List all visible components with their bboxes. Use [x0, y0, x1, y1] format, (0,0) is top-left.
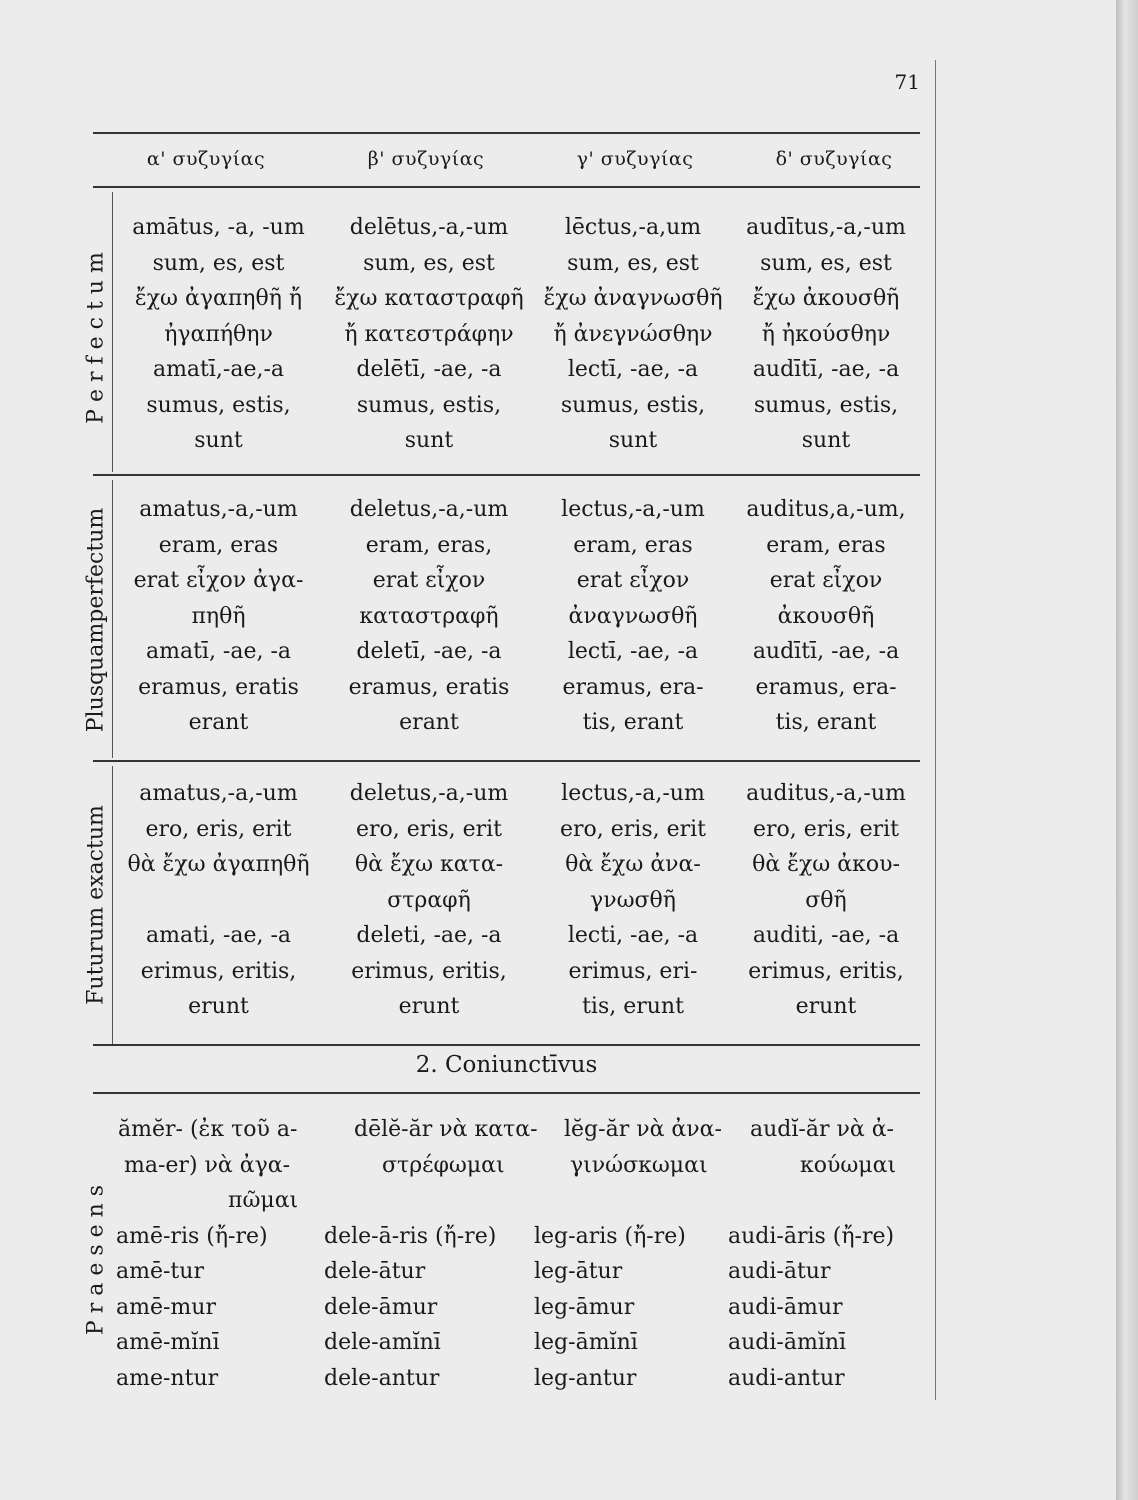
margin-line — [935, 60, 936, 1400]
plusquamperfectum-col3: lectus,-a,-um eram, eras erat εἶχον ἀναγνωσθῆ lectī, -ae, -a eramus, era- tis, erant — [561, 497, 705, 735]
futurum-exactum-col3: lectus,-a,-um ero, eris, erit θὰ ἔχω ἀνα- γνωσθῆ lecti, -ae, -a erimus, eri- tis, erunt — [559, 781, 707, 1019]
perfectum-col2: delētus,-a,-um sum, es, est ἔχω καταστραφῆ ἤ κατεστράφην delētī, -ae, -a sumus, estis, sunt — [334, 215, 524, 453]
futurum-exactum-col4: auditus,-a,-um ero, eris, erit θὰ ἔχω ἀκου- σθῆ auditi, -ae, -a erimus, eritis, erunt — [746, 781, 906, 1019]
plusquamperfectum-col2: deletus,-a,-um eram, eras, erat εἶχον καταστραφῆ deletī, -ae, -a eramus, eratis erant — [348, 497, 510, 735]
section-divider — [112, 480, 113, 758]
section-divider — [112, 192, 113, 472]
section-rule — [93, 760, 920, 762]
praesens-col4: audĭ-ăr νὰ ἀ- κούωμαι audi-āris (ἤ-re) audi-ātur audi-āmur audi-āmĭnī audi-antur — [728, 1117, 897, 1391]
futurum-exactum-col2: deletus,-a,-um ero, eris, erit θὰ ἔχω κατα- στραφῆ deleti, -ae, -a erimus, eritis, erunt — [349, 781, 509, 1019]
column-header-4: δ' συζυγίας — [775, 148, 893, 170]
header-top-rule — [93, 132, 920, 134]
perfectum-col1: amātus, -a, -um sum, es, est ἔχω ἀγαπηθῆ ἤ ἠγαπήθην amatī,-ae,-a sumus, estis, sunt — [132, 215, 305, 453]
page-edge — [1116, 0, 1138, 1500]
praesens-col1: ămĕr- (ἐκ τοῦ a- ma-er) νὰ ἀγα- πῶμαι amē-ris (ἤ-re) amē-tur amē-mur amē-mĭnī ame-ntur — [116, 1117, 299, 1391]
section-title-coniunctivus: 2. Coniunctīvus — [415, 1052, 598, 1078]
futurum-exactum-col1: amatus,-a,-um ero, eris, erit θὰ ἔχω ἀγαπηθῆ amati, -ae, -a erimus, eritis, erunt — [127, 781, 310, 1019]
perfectum-col4: audītus,-a,-um sum, es, est ἔχω ἀκουσθῆ ἤ ἠκούσθην audītī, -ae, -a sumus, estis, sunt — [746, 215, 906, 453]
plusquamperfectum-col1: amatus,-a,-um eram, eras erat εἶχον ἀγα- πηθῆ amatī, -ae, -a eramus, eratis erant — [133, 497, 304, 735]
praesens-col3: lĕg-ăr νὰ ἀνα- γινώσκωμαι leg-aris (ἤ-re) leg-ātur leg-āmur leg-āmĭnī leg-antur — [534, 1117, 722, 1391]
plusquamperfectum-col4: auditus,a,-um, eram, eras erat εἶχον ἀκουσθῆ audītī, -ae, -a eramus, era- tis, erant — [746, 497, 906, 735]
section-rule — [93, 1092, 920, 1094]
section-rule — [93, 474, 920, 476]
section-divider — [112, 766, 113, 1044]
page-number: 71 — [894, 70, 920, 94]
header-bottom-rule — [93, 186, 920, 188]
column-header-1: α' συζυγίας — [146, 148, 266, 170]
column-header-2: β' συζυγίας — [367, 148, 485, 170]
column-header-3: γ' συζυγίας — [576, 148, 694, 170]
praesens-col2: dēlĕ-ăr νὰ κατα- στρέφωμαι dele-ā-ris (ἤ-re) dele-ātur dele-āmur dele-amĭnī dele-antur — [324, 1117, 538, 1391]
section-rule — [93, 1044, 920, 1046]
perfectum-col3: lēctus,-a,um sum, es, est ἔχω ἀναγνωσθῆ ἤ ἀνεγνώσθην lectī, -ae, -a sumus, estis, sunt — [543, 215, 723, 453]
